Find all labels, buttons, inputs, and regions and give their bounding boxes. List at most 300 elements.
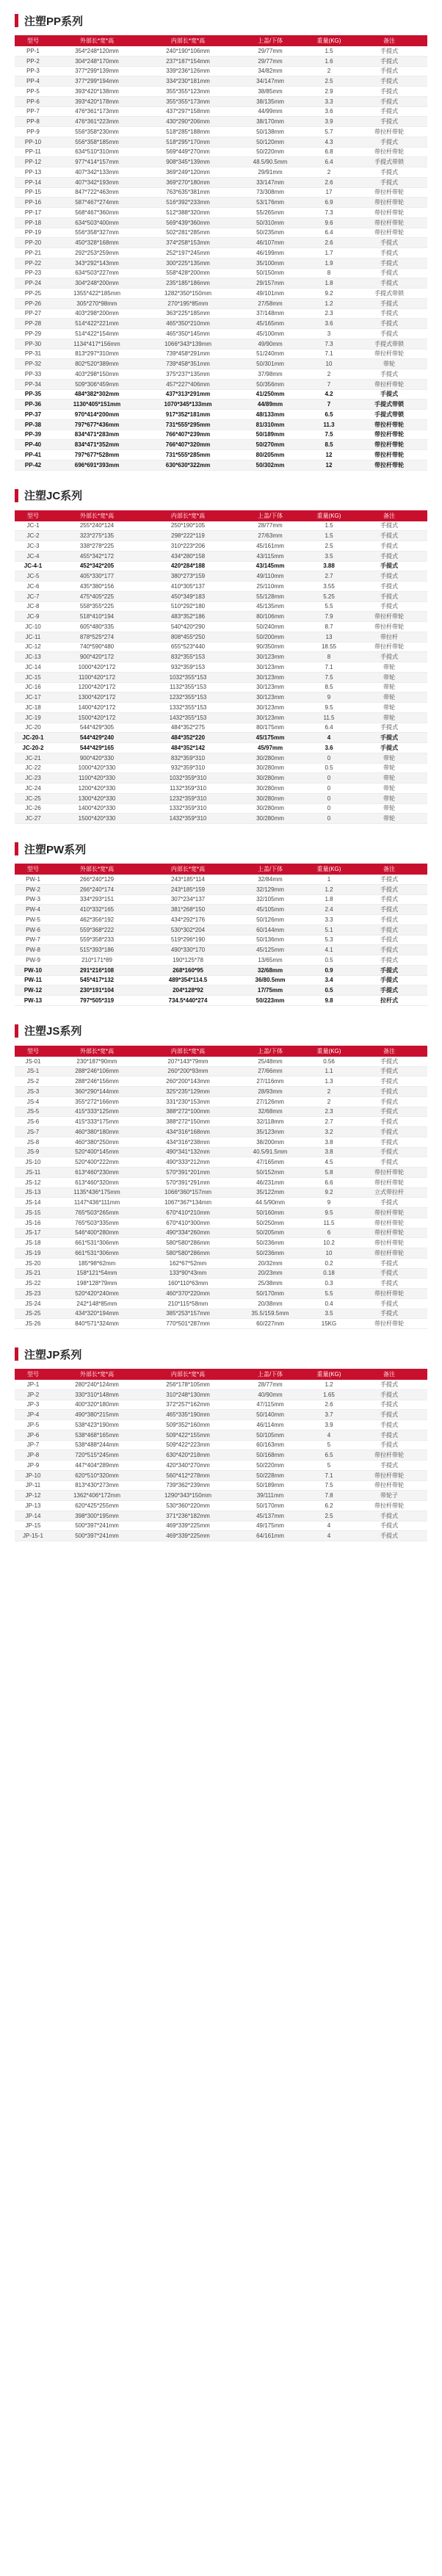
table-cell: 手提式 (351, 894, 427, 905)
table-cell: JS-17 (15, 1228, 51, 1238)
table-cell: 450*328*168mm (51, 238, 142, 248)
table-cell: 3.2 (307, 1127, 351, 1137)
table-cell: 0 (307, 803, 351, 814)
table-cell: PP-11 (15, 147, 51, 157)
table-cell: 带拉杆带轮 (351, 1168, 427, 1178)
column-header: 上盖/下体 (233, 510, 307, 521)
table-cell: 带轮 (351, 803, 427, 814)
table-cell: 469*339*225mm (142, 1521, 233, 1531)
table-cell: 544*429*165 (51, 743, 142, 753)
table-cell: 469*339*225mm (142, 1531, 233, 1541)
table-cell: 5.5 (307, 601, 351, 612)
table-cell: 765*503*265mm (51, 1208, 142, 1218)
table-cell: JC-10 (15, 622, 51, 632)
table-cell: PP-30 (15, 339, 51, 349)
table-cell: 7 (307, 399, 351, 410)
table-cell: 544*429*240 (51, 733, 142, 743)
table-cell: 204*128*92 (142, 985, 233, 996)
table-cell: 手提式 (351, 591, 427, 601)
table-cell: 3.5 (307, 1309, 351, 1319)
table-row (15, 208, 427, 218)
table-cell: 2.5 (307, 1510, 351, 1521)
table-cell: PP-38 (15, 419, 51, 430)
table-cell: 797*677*436mm (51, 419, 142, 430)
table-cell: 7.3 (307, 339, 351, 349)
table-cell: 1000*420*172 (51, 662, 142, 673)
table-cell: 带拉杆带轮 (351, 1470, 427, 1480)
table-cell: 手提式 (351, 1137, 427, 1147)
table-cell: 198*128*79mm (51, 1278, 142, 1289)
table-cell: 带拉杆带轮 (351, 349, 427, 359)
section-header (15, 1339, 427, 1369)
table-cell: JP-10 (15, 1470, 51, 1480)
spec-table (15, 510, 427, 825)
table-cell: 405*330*177 (51, 571, 142, 582)
table-cell: 1.7 (307, 248, 351, 258)
table-cell: 813*297*310mm (51, 349, 142, 359)
table-row (15, 541, 427, 551)
table-cell: 420*284*188 (142, 561, 233, 571)
table-cell: 手提式 (351, 329, 427, 339)
table-cell: 483*352*186 (142, 612, 233, 622)
table-cell: 0.5 (307, 955, 351, 966)
column-header: 内部长*宽*高 (142, 35, 233, 46)
table-cell: 50/310mm (233, 217, 307, 228)
table-cell: 0 (307, 753, 351, 763)
table-cell: 8 (307, 652, 351, 662)
table-row (15, 652, 427, 662)
table-row (15, 1268, 427, 1278)
table-cell: 375*237*135mm (142, 369, 233, 380)
column-header: 重量(KG) (307, 510, 351, 521)
table-row (15, 773, 427, 784)
table-cell: PP-6 (15, 96, 51, 106)
table-cell: 2 (307, 1096, 351, 1107)
table-cell: 670*410*300mm (142, 1218, 233, 1228)
table-cell: 6 (307, 1228, 351, 1238)
table-cell: 32/118mm (233, 1117, 307, 1127)
table-cell: 38/85mm (233, 87, 307, 97)
column-header: 备注 (351, 1369, 427, 1380)
table-cell: 手提式 (351, 1410, 427, 1420)
table-cell: 2.7 (307, 1117, 351, 1127)
table-row (15, 1400, 427, 1410)
table-cell: 45/100mm (233, 329, 307, 339)
table-row (15, 945, 427, 955)
table-cell: 38/170mm (233, 117, 307, 127)
table-cell: 手提式 (351, 1077, 427, 1087)
table-cell: 5 (307, 1461, 351, 1471)
table-cell: JP-13 (15, 1501, 51, 1511)
table-cell: JC-5 (15, 571, 51, 582)
table-cell: 手提式 (351, 278, 427, 289)
table-cell: 3.5 (307, 551, 351, 561)
table-cell: 8.7 (307, 622, 351, 632)
table-cell: 29/77mm (233, 56, 307, 66)
table-row (15, 137, 427, 147)
table-cell: 661*531*306mm (51, 1238, 142, 1248)
table-cell: JP-7 (15, 1440, 51, 1450)
table-cell: 4.3 (307, 137, 351, 147)
table-cell: 544*429*305 (51, 723, 142, 733)
table-cell: 50/126mm (233, 915, 307, 925)
table-cell: 带轮 (351, 359, 427, 369)
table-row (15, 1066, 427, 1077)
table-cell: 460*380*250mm (51, 1137, 142, 1147)
table-cell: 34/82mm (233, 66, 307, 76)
section-header (15, 1016, 427, 1046)
table-cell: 50/356mm (233, 379, 307, 389)
table-cell: JS-15 (15, 1208, 51, 1218)
table-cell: 50/302mm (233, 460, 307, 470)
table-cell: 手提式 (351, 1157, 427, 1168)
table-row (15, 672, 427, 682)
table-cell: JS-23 (15, 1289, 51, 1299)
table-cell: JS-5 (15, 1107, 51, 1117)
table-cell: JS-26 (15, 1319, 51, 1329)
table-cell: 50/270mm (233, 440, 307, 450)
table-row (15, 96, 427, 106)
table-row (15, 521, 427, 531)
table-cell: 50/152mm (233, 1168, 307, 1178)
table-cell: 900*420*330 (51, 753, 142, 763)
table-cell: 355*355*123mm (142, 87, 233, 97)
table-cell: PW-9 (15, 955, 51, 966)
section-bar (15, 1024, 18, 1038)
table-cell: 3.9 (307, 1420, 351, 1430)
table-cell: 手提式 (351, 875, 427, 884)
table-cell: 560*412*278mm (142, 1470, 233, 1480)
table-cell: 3.7 (307, 1410, 351, 1420)
table-cell: PP-8 (15, 117, 51, 127)
table-row (15, 622, 427, 632)
table-cell: JS-3 (15, 1087, 51, 1097)
column-header: 型号 (15, 510, 51, 521)
table-cell: JS-22 (15, 1278, 51, 1289)
table-cell: 546*400*280mm (51, 1228, 142, 1238)
table-cell: 8.5 (307, 682, 351, 692)
column-header: 内部长*宽*高 (142, 864, 233, 875)
table-row (15, 1410, 427, 1420)
table-cell: 371*236*182mm (142, 1510, 233, 1521)
column-header: 上盖/下体 (233, 35, 307, 46)
table-row (15, 642, 427, 652)
table-cell: 1067*367*134mm (142, 1198, 233, 1208)
table-cell: 30/280mm (233, 814, 307, 824)
table-row (15, 1157, 427, 1168)
table-cell: 190*125*78 (142, 955, 233, 966)
table-cell: 490*334*260mm (142, 1228, 233, 1238)
table-cell: 25/38mm (233, 1278, 307, 1289)
table-row (15, 753, 427, 763)
table-cell: 1070*345*133mm (142, 399, 233, 410)
section-3 (0, 1016, 442, 1329)
column-header: 备注 (351, 1046, 427, 1057)
table-cell: 带拉杆带轮 (351, 1248, 427, 1259)
table-cell: JC-21 (15, 753, 51, 763)
table-cell: JS-10 (15, 1157, 51, 1168)
column-header: 上盖/下体 (233, 1369, 307, 1380)
table-cell: 766*407*320mm (142, 440, 233, 450)
table-row (15, 419, 427, 430)
table-cell: 1066*343*139mm (142, 339, 233, 349)
table-cell: PP-27 (15, 308, 51, 319)
table-cell: 252*197*245mm (142, 248, 233, 258)
table-cell: 带轮 (351, 712, 427, 723)
table-row (15, 1077, 427, 1087)
table-cell: 50/170mm (233, 1501, 307, 1511)
table-cell: 162*67*52mm (142, 1258, 233, 1268)
table-cell: 50/150mm (233, 268, 307, 278)
table-cell: 12 (307, 460, 351, 470)
table-cell: 手提式 (351, 1198, 427, 1208)
table-cell: 400*320*180mm (51, 1400, 142, 1410)
table-cell: 带拉杆带轮 (351, 198, 427, 208)
table-cell: 568*467*360mm (51, 208, 142, 218)
table-row (15, 784, 427, 794)
table-cell: 带拉杆带轮 (351, 1289, 427, 1299)
table-cell: 230*191*104 (51, 985, 142, 996)
table-cell: 559*368*222 (51, 925, 142, 935)
table-cell: 40.5/91.5mm (233, 1147, 307, 1157)
table-cell: 580*580*286mm (142, 1238, 233, 1248)
table-cell: 334*293*151 (51, 894, 142, 905)
table-cell: 338*278*225 (51, 541, 142, 551)
table-cell: 10 (307, 1248, 351, 1259)
table-cell: 带轮子 (351, 1491, 427, 1501)
column-header: 重量(KG) (307, 864, 351, 875)
table-cell: 2 (307, 1087, 351, 1097)
table-cell: 739*362*239mm (142, 1480, 233, 1491)
table-cell: 带拉杆带轮 (351, 460, 427, 470)
table-row (15, 410, 427, 420)
table-cell: 7 (307, 379, 351, 389)
table-cell: 500*397*241mm (51, 1531, 142, 1541)
table-cell: 510*292*180 (142, 601, 233, 612)
table-cell: 手提式 (351, 915, 427, 925)
table-header-row (15, 1369, 427, 1380)
table-cell: 434*292*176 (142, 915, 233, 925)
table-cell: 2.3 (307, 1107, 351, 1117)
table-cell: 1032*355*153 (142, 672, 233, 682)
table-cell: 770*501*287mm (142, 1319, 233, 1329)
table-cell: JP-3 (15, 1400, 51, 1410)
table-cell: 55/265mm (233, 208, 307, 218)
table-row (15, 682, 427, 692)
table-cell: 0 (307, 773, 351, 784)
table-cell: 7.1 (307, 662, 351, 673)
table-cell: JC-22 (15, 763, 51, 773)
table-cell: 手提式 (351, 96, 427, 106)
table-cell: 50/138mm (233, 127, 307, 137)
table-row (15, 1057, 427, 1066)
table-cell: 415*333*125mm (51, 1107, 142, 1117)
table-cell: 415*333*175mm (51, 1117, 142, 1127)
column-header: 重量(KG) (307, 1369, 351, 1380)
table-cell: 457*227*406mm (142, 379, 233, 389)
table-cell: 840*571*324mm (51, 1319, 142, 1329)
table-cell: 538*468*165mm (51, 1430, 142, 1440)
table-row (15, 582, 427, 592)
table-cell: 45/137mm (233, 1510, 307, 1521)
table-row (15, 1107, 427, 1117)
table-cell: 3.3 (307, 96, 351, 106)
table-cell: 带拉杆带轮 (351, 379, 427, 389)
table-cell: 556*358*327mm (51, 228, 142, 238)
table-cell: 34/147mm (233, 76, 307, 87)
table-cell: 手提式 (351, 1298, 427, 1309)
table-cell: PP-10 (15, 137, 51, 147)
table-cell: PP-26 (15, 298, 51, 308)
table-cell: PP-25 (15, 289, 51, 299)
table-cell: 27/116mm (233, 1077, 307, 1087)
table-cell: 520*400*145mm (51, 1147, 142, 1157)
table-row (15, 228, 427, 238)
table-cell: 437*313*291mm (142, 389, 233, 399)
table-row (15, 1420, 427, 1430)
table-cell: 手提式 (351, 733, 427, 743)
table-cell: 410*305*137 (142, 582, 233, 592)
table-cell: 6.5 (307, 1450, 351, 1461)
table-cell: 手提式 (351, 268, 427, 278)
spec-table (15, 35, 427, 471)
table-cell: 3 (307, 329, 351, 339)
table-cell: JC-27 (15, 814, 51, 824)
table-cell: PP-7 (15, 106, 51, 117)
table-cell: 388*272*100mm (142, 1107, 233, 1117)
table-cell: 509*422*155mm (142, 1430, 233, 1440)
table-header-row (15, 35, 427, 46)
table-cell: 530*302*204 (142, 925, 233, 935)
table-cell: 540*420*290 (142, 622, 233, 632)
table-cell: 343*292*143mm (51, 258, 142, 268)
table-cell: 587*467*274mm (51, 198, 142, 208)
table-cell: 484*352*220 (142, 733, 233, 743)
table-cell: 490*380*215mm (51, 1410, 142, 1420)
table-cell: 30/123mm (233, 712, 307, 723)
table-cell: 2 (307, 167, 351, 178)
table-cell: 300*225*135mm (142, 258, 233, 268)
table-row (15, 1289, 427, 1299)
table-row (15, 1198, 427, 1208)
table-cell: 380*273*159 (142, 571, 233, 582)
table-cell: 50/120mm (233, 137, 307, 147)
table-cell: 512*388*320mm (142, 208, 233, 218)
table-cell: 305*270*98mm (51, 298, 142, 308)
table-cell: 带拉杆带轮 (351, 187, 427, 198)
table-cell: 带轮 (351, 814, 427, 824)
table-cell: 28/77mm (233, 521, 307, 531)
table-cell: 50/200mm (233, 632, 307, 642)
table-row (15, 258, 427, 268)
table-cell: 230*187*90mm (51, 1057, 142, 1066)
table-row (15, 1440, 427, 1450)
table-row (15, 359, 427, 369)
table-cell: 452*342*205 (51, 561, 142, 571)
table-cell: PW-13 (15, 996, 51, 1006)
table-cell: 50/136mm (233, 935, 307, 945)
table-cell: 2.6 (307, 177, 351, 187)
table-cell: 手提式 (351, 1420, 427, 1430)
table-row (15, 430, 427, 440)
table-cell: 25/110mm (233, 582, 307, 592)
table-cell: JC-4-1 (15, 561, 51, 571)
table-cell: 0 (307, 784, 351, 794)
table-cell: 手提式 (351, 985, 427, 996)
table-cell: 509*352*160mm (142, 1420, 233, 1430)
table-cell: 1432*355*153 (142, 712, 233, 723)
table-cell: 50/189mm (233, 430, 307, 440)
table-cell: 270*195*85mm (142, 298, 233, 308)
table-cell: 手提式 (351, 975, 427, 985)
table-cell: 手提式 (351, 935, 427, 945)
table-cell: 45/135mm (233, 601, 307, 612)
table-cell: 377*299*194mm (51, 76, 142, 87)
table-cell: 32/84mm (233, 875, 307, 884)
table-cell: 18.55 (307, 642, 351, 652)
table-cell: JP-15-1 (15, 1531, 51, 1541)
table-cell: 50/205mm (233, 1228, 307, 1238)
table-cell: 3.6 (307, 319, 351, 329)
table-cell: 489*354*114.5 (142, 975, 233, 985)
table-row (15, 763, 427, 773)
table-cell: 29/157mm (233, 278, 307, 289)
column-header: 上盖/下体 (233, 1046, 307, 1057)
table-cell: 291*216*108 (51, 965, 142, 975)
table-cell: 带拉杆带轮 (351, 1319, 427, 1329)
table-cell: 60/144mm (233, 925, 307, 935)
table-cell: 0.9 (307, 965, 351, 975)
table-cell: 917*352*181mm (142, 410, 233, 420)
table-row (15, 723, 427, 733)
table-cell: 7.8 (307, 1491, 351, 1501)
table-cell: 3.8 (307, 1137, 351, 1147)
table-cell: 490*330*170 (142, 945, 233, 955)
table-row (15, 955, 427, 966)
table-cell: 80/175mm (233, 723, 307, 733)
table-row (15, 117, 427, 127)
table-cell: 558*355*225 (51, 601, 142, 612)
table-cell: 1362*406*172mm (51, 1491, 142, 1501)
table-cell: 30/280mm (233, 803, 307, 814)
table-row (15, 268, 427, 278)
table-cell: 带轮 (351, 682, 427, 692)
table-cell: 634*510*310mm (51, 147, 142, 157)
table-cell: 1.8 (307, 894, 351, 905)
column-header: 上盖/下体 (233, 864, 307, 875)
table-cell: 50/235mm (233, 228, 307, 238)
table-cell: 手提式 (351, 582, 427, 592)
table-cell: 256*178*105mm (142, 1380, 233, 1389)
table-cell: 1.8 (307, 278, 351, 289)
table-row (15, 1298, 427, 1309)
table-row (15, 1389, 427, 1400)
table-cell: 2.3 (307, 308, 351, 319)
table-cell: 50/236mm (233, 1238, 307, 1248)
table-cell: 7.3 (307, 208, 351, 218)
table-cell: 9.2 (307, 289, 351, 299)
table-cell: 37/148mm (233, 308, 307, 319)
table-cell: PW-3 (15, 894, 51, 905)
table-cell: 369*270*180mm (142, 177, 233, 187)
table-row (15, 712, 427, 723)
table-row (15, 87, 427, 97)
table-cell: 1332*355*153 (142, 703, 233, 713)
table-cell: 手提式带锁 (351, 289, 427, 299)
table-cell: 3.9 (307, 117, 351, 127)
table-row (15, 1127, 427, 1137)
table-cell: PW-11 (15, 975, 51, 985)
